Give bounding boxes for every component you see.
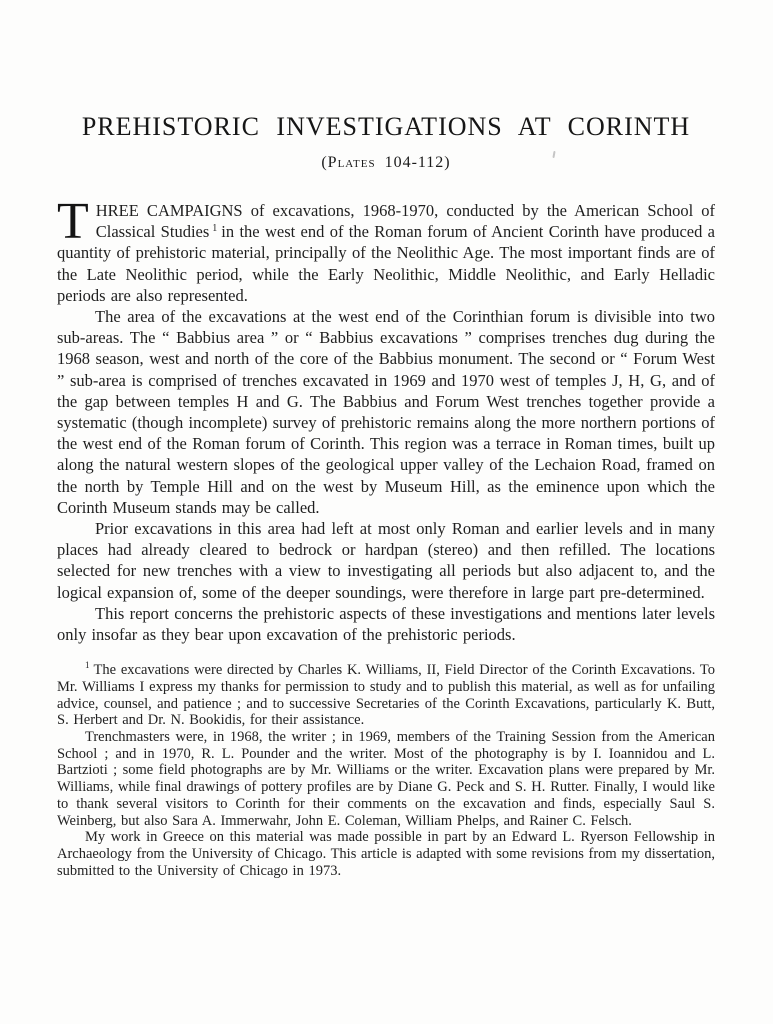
dropcap-letter: T <box>57 193 89 250</box>
article <box>57 112 715 879</box>
footnotes-block <box>57 662 715 879</box>
paragraph-1-text-after-ref: in the west end of the Roman forum of Ancient Corinth have produced a quantity of prehistoric material, principally of the Neolithic Age. The most important finds are of the Late Neolithic period, while the Early Neolithic, Middle Neolithic, and Early Helladic periods are also represented. <box>57 222 716 305</box>
paragraph-1 <box>57 193 716 306</box>
footnote-marker-1: 1 <box>85 660 90 671</box>
page-title: PREHISTORIC INVESTIGATIONS AT CORINTH <box>81 112 691 141</box>
paragraph-2: The area of the excavations at the west end of the Corinthian forum is divisible into two sub-areas. The “ Babbius area ” or “ Babbius excavations ” comprises trenches dug during the 1968 season, west and north of the core of the Babbius monument. The second or “ Forum West ” sub-area is comprised of trenches excavated in 1969 and 1970 west of temples J, H, G, and of the gap between temples H and G. The Babbius and Forum West trenches together provide a systematic (though incomplete) survey of prehistoric remains along the more northern portions of the west end of the Roman forum of Corinth. This region was a terrace in Roman times, built up along the natural western slopes of the geological upper valley of the Lechaion Road, framed on the north by Temple Hill and on the west by Museum Hill, as the eminence upon which the Corinth Museum stands may be called. <box>57 307 715 517</box>
paragraph-1-text-before-ref: HREE CAMPAIGNS of excavations, 1968-1970, conducted by the American School of Classical Studies <box>95 201 715 242</box>
paragraph-4: This report concerns the prehistoric aspects of these investigations and mentions later levels only insofar as they bear upon excavation of the prehistoric periods. <box>57 603 715 645</box>
footnote-1-paragraph-2: Trenchmasters were, in 1968, the writer ; in 1969, members of the Training Session from the American School ; and in 1970, R. L. Pounder and the writer. Most of the photography is by I. Ioannidou and L. Bartzioti ; some field photographs are by Mr. Williams or the writer. Excavation plans were prepared by Mr. Williams, while final drawings of pottery profiles are by Diane G. Peck and S. H. Rutter. Finally, I would like to thank several visitors to Corinth for their comments on the excavation and finds, especially Saul S. Weinberg, but also Sara A. Immerwahr, John E. Coleman, William Phelps, and Rainer C. Felsch. <box>57 729 715 829</box>
footnote-1-paragraph-1 <box>57 662 715 729</box>
paragraph-3: Prior excavations in this area had left at most only Roman and earlier levels and in many places had already cleared to bedrock or hardpan (stereo) and then refilled. The locations selected for new trenches with a view to investigating all periods but also adjacent to, and the logical expansion of, some of the deeper soundings, were therefore in large part pre-determined. <box>57 519 715 602</box>
plates-subtitle: (Plates 104-112) <box>321 154 451 171</box>
footnote-1-text-1: The excavations were directed by Charles K. Williams, II, Field Director of the Corinth Excavations. To Mr. Williams I express my thanks for permission to study and to publish this material, as well as for unfailing advice, counsel, and patience ; and to successive Secretaries of the Corinth Excavations, particularly K. Butt, S. Herbert and Dr. N. Bookidis, for their assistance. <box>57 662 715 729</box>
footnote-1-paragraph-3: My work in Greece on this material was made possible in part by an Edward L. Ryerson Fellowship in Archaeology from the University of Chicago. This article is adapted with some revisions from my dissertation, submitted to the University of Chicago in 1973. <box>57 829 715 879</box>
footnote-reference-1: 1 <box>212 222 218 234</box>
